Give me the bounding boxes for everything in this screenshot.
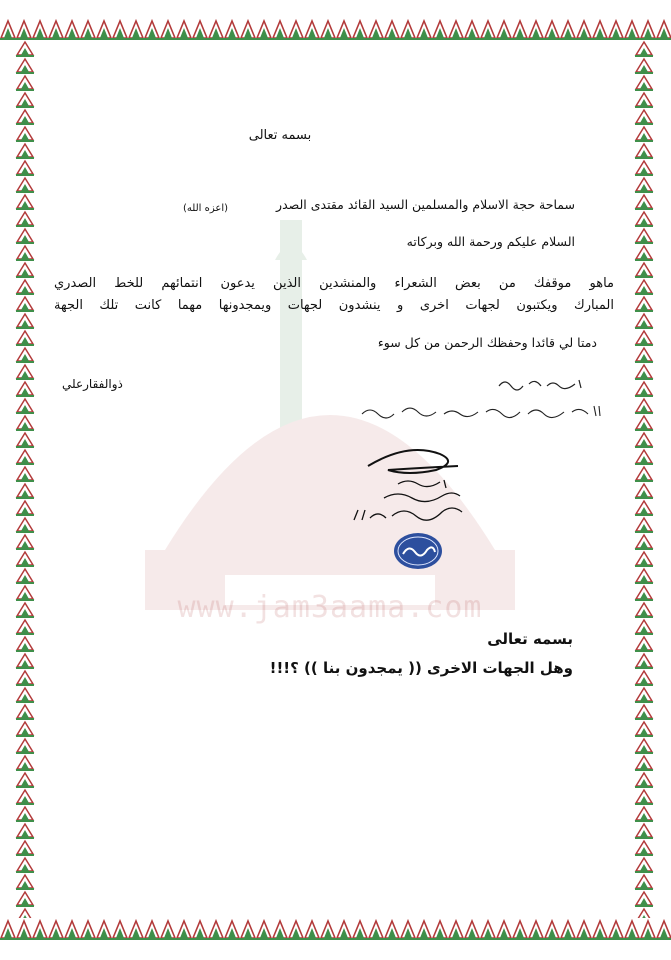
official-stamp-icon <box>393 532 443 570</box>
reply-text: وهل الجهات الاخرى (( يمجدون بنا )) ؟!!! <box>269 659 573 677</box>
letter-body-line-2: المبارك ويكتبون لجهات اخرى و ينشدون لجهات ويمجدونها مهما كانت تلك الجهة <box>54 298 614 313</box>
letter-addressee: سماحة حجة الاسلام والمسلمين السيد القائد مقتدى الصدر <box>276 197 575 212</box>
ornamental-border-left <box>14 40 36 918</box>
letter-salutation-title: بسمه تعالى <box>248 128 312 143</box>
letter-closing: دمتا لي قائدا وحفظك الرحمن من كل سوء <box>377 335 597 350</box>
letter-addressee-honorific: (اعزه الله) <box>183 203 228 214</box>
letter-body-line-1: ماهو موقفك من بعض الشعراء والمنشدين الذين يدعون انتمائهم للخط الصدري <box>54 276 614 291</box>
ornamental-border-top <box>0 18 671 40</box>
handwritten-reply-title <box>495 374 585 394</box>
reply-title: بسمه تعالى <box>487 630 573 648</box>
watermark-url: www.jam3aama.com <box>177 590 483 625</box>
handwritten-signature <box>348 440 478 530</box>
letter-greeting: السلام عليكم ورحمة الله وبركاته <box>406 234 575 249</box>
letter-signer: ذوالفقارعلي <box>62 377 123 391</box>
ornamental-border-bottom <box>0 918 671 940</box>
ornamental-border-right <box>633 40 655 918</box>
handwritten-reply-text <box>358 400 603 422</box>
